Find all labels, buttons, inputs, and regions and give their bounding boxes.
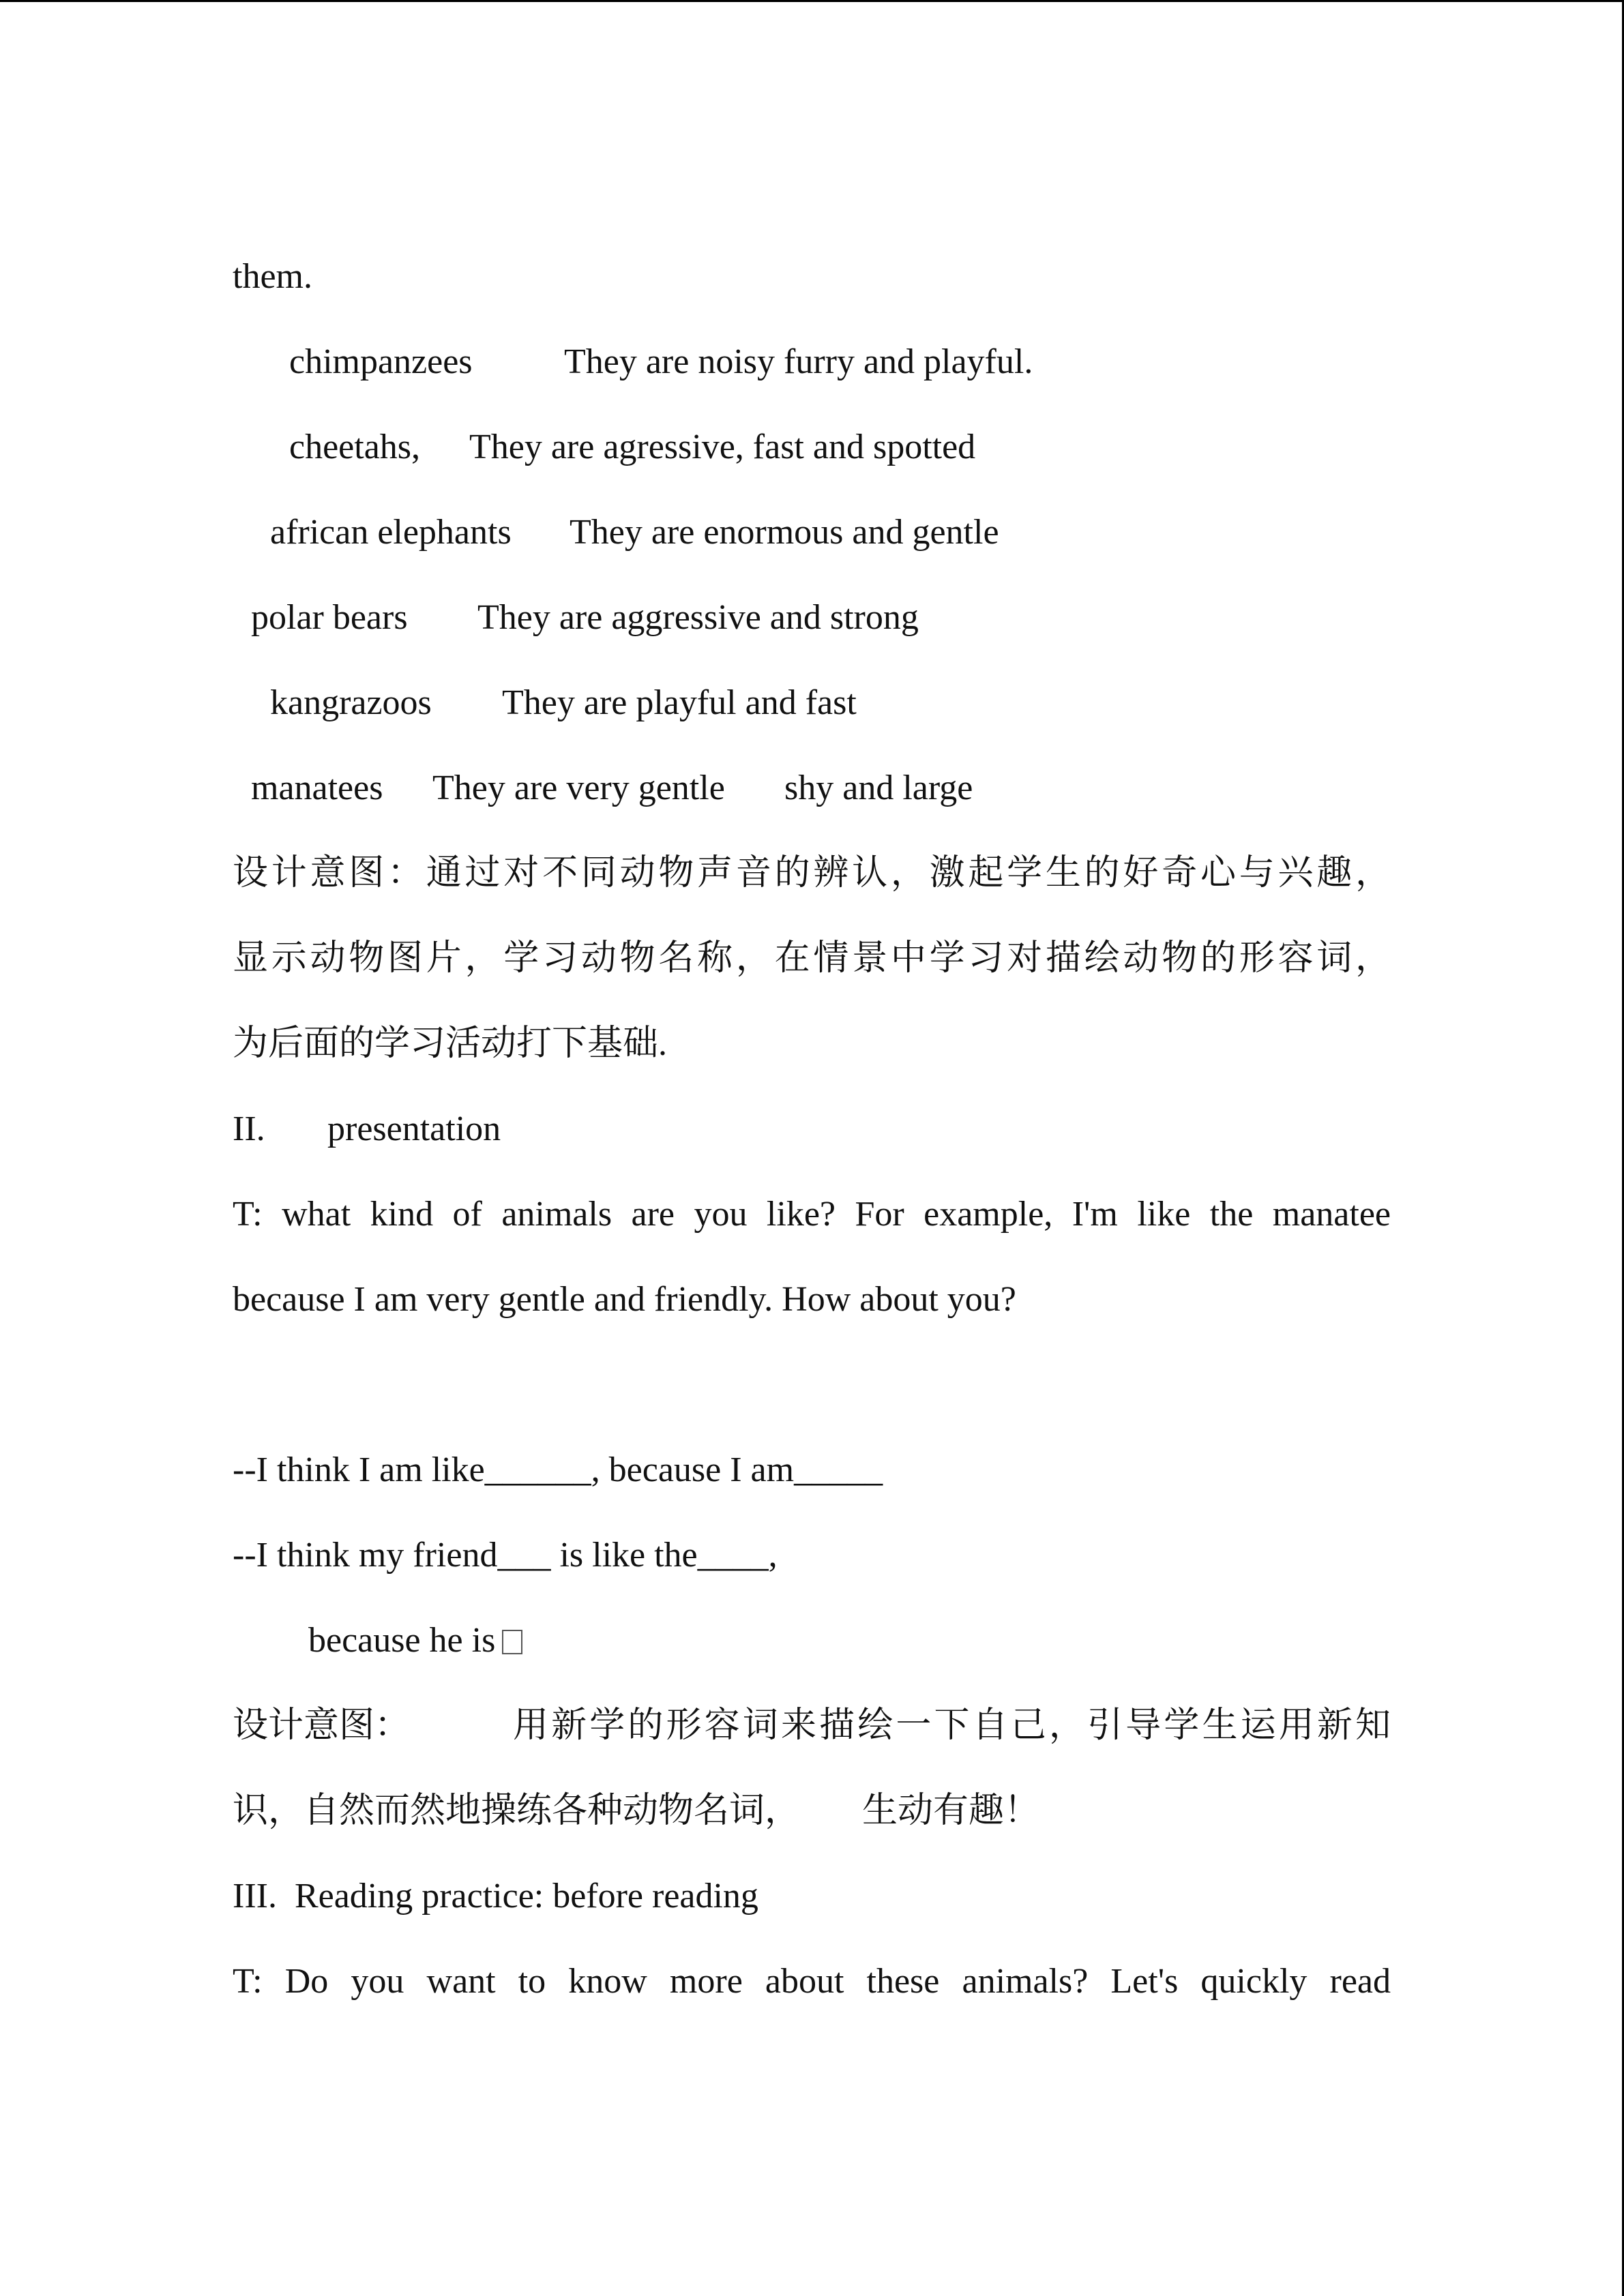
continuation-text: them. [233, 257, 312, 296]
design-intent-2-label: 设计意图： [233, 1706, 411, 1745]
teacher-prompt-line: because I am very gentle and friendly. How about you? [233, 1280, 1016, 1319]
dialogue-line-text: because he is [308, 1621, 496, 1660]
animal-description-extra: shy and large [784, 769, 973, 807]
animal-name: cheetahs, [289, 428, 421, 466]
animal-description: They are agressive, fast and spotted [469, 428, 976, 466]
animal-description: They are very gentle [432, 769, 725, 807]
design-intent-1-line: 设计意图：通过对不同动物声音的辨认，激起学生的好奇心与兴趣， [233, 854, 1391, 893]
animal-name: kangrazoos [270, 683, 432, 722]
animal-name: chimpanzees [289, 342, 473, 381]
teacher-prompt-line: T: what kind of animals are you like? For example, I'm like the manatee [233, 1195, 1391, 1234]
design-intent-1-line: 显示动物图片，学习动物名称，在情景中学习对描绘动物的形容词， [233, 939, 1391, 978]
dialogue-line-with-box [308, 1619, 522, 1663]
design-intent-2-line: 用新学的形容词来描绘一下自己，引导学生运用新知 [513, 1706, 1391, 1745]
animal-description: They are noisy furry and playful. [564, 342, 1033, 381]
design-intent-2-line-end: 生动有趣！ [862, 1791, 1040, 1830]
section-3-heading: III. Reading practice: before reading [233, 1877, 758, 1915]
section-2-numeral: II. [233, 1109, 265, 1148]
empty-box-glyph [502, 1630, 522, 1654]
animal-name: polar bears [251, 598, 408, 637]
animal-name: african elephants [270, 513, 512, 552]
design-intent-2-line: 识，自然而然地操练各种动物名词， [233, 1791, 801, 1830]
animal-description: They are aggressive and strong [477, 598, 919, 637]
animal-name: manatees [251, 769, 383, 807]
dialogue-line: --I think my friend___ is like the____, [233, 1536, 778, 1575]
animal-description: They are playful and fast [502, 683, 857, 722]
animal-description: They are enormous and gentle [570, 513, 999, 552]
dialogue-line: --I think I am like______, because I am_____ [233, 1450, 883, 1489]
design-intent-1-line: 为后面的学习活动打下基础. [233, 1024, 668, 1063]
teacher-prompt-line: T: Do you want to know more about these animals? Let's quickly read [233, 1962, 1391, 2001]
section-2-title: presentation [327, 1109, 501, 1148]
